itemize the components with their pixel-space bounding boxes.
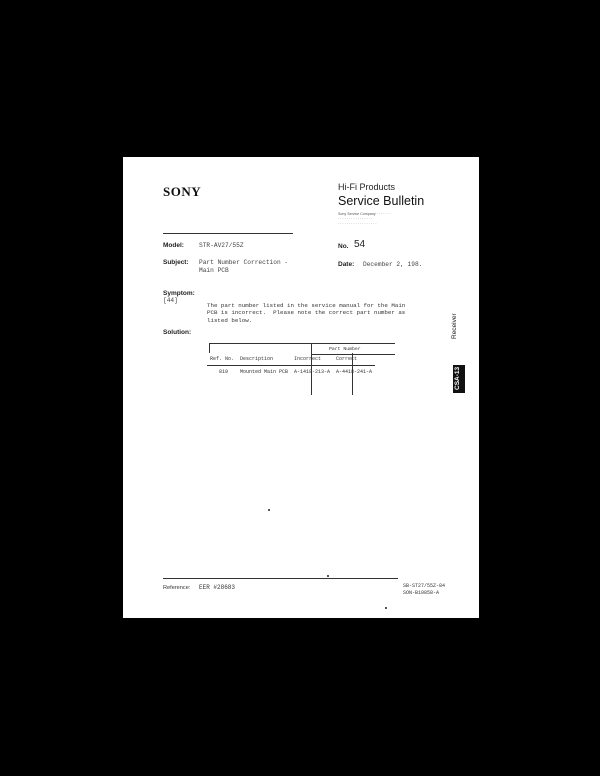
footer-code: SON-B10858-A bbox=[403, 590, 440, 596]
scan-speck bbox=[327, 575, 329, 577]
footer-divider-tail bbox=[381, 578, 393, 579]
address-line: · · · · · · · · · · · · · · · · · · bbox=[338, 222, 377, 226]
scan-speck bbox=[385, 607, 387, 609]
cell-description: Mounted Main PCB bbox=[240, 369, 289, 375]
table-row bbox=[207, 366, 375, 379]
ecn-number: EER #28683 bbox=[199, 584, 236, 591]
side-category-label: Receiver bbox=[451, 313, 458, 339]
subject-label: Subject: bbox=[163, 259, 189, 266]
address-line: · · · · · · · · · · · · · · · · bbox=[338, 217, 373, 221]
table-header-row bbox=[207, 353, 375, 366]
bulletin-no-value: 54 bbox=[354, 239, 366, 250]
footer-code: SB-ST27/55Z-84 bbox=[403, 583, 446, 589]
part-number-header: Part Number bbox=[329, 347, 361, 352]
bulletin-title: Service Bulletin bbox=[338, 194, 425, 208]
date-label: Date: bbox=[338, 261, 355, 268]
table-top-rule bbox=[209, 343, 395, 344]
symptom-code: [44] bbox=[163, 297, 178, 304]
solution-label: Solution: bbox=[163, 329, 192, 336]
cell-incorrect: A-1418-213-A bbox=[294, 369, 331, 375]
product-category: Hi-Fi Products bbox=[338, 182, 396, 192]
col-ref-no: Ref. No. bbox=[207, 353, 237, 366]
subject-line: Main PCB bbox=[199, 267, 229, 274]
col-description: Description bbox=[237, 353, 291, 366]
reference-label: Reference: bbox=[163, 585, 191, 591]
col-incorrect: Incorrect bbox=[291, 353, 333, 366]
symptom-label: Symptom: bbox=[163, 290, 195, 297]
cell-ref-no: 819 bbox=[219, 369, 229, 375]
date-value: December 2, 198. bbox=[363, 261, 423, 268]
symptom-text: The part number listed in the service manual for the Main PCB is incorrect. Please note the correct part number as listed below. bbox=[207, 302, 406, 324]
model-label: Model: bbox=[163, 242, 184, 249]
parts-table bbox=[207, 353, 375, 378]
bulletin-page bbox=[123, 157, 479, 618]
side-tab bbox=[453, 365, 465, 393]
col-correct: Correct bbox=[333, 353, 375, 366]
header-divider bbox=[163, 233, 293, 234]
bulletin-no-label: No. bbox=[338, 243, 349, 250]
address-line: Sony Service Company · · · · · · · bbox=[338, 212, 391, 216]
scan-speck bbox=[268, 509, 270, 511]
footer-divider bbox=[163, 578, 398, 579]
side-tab-label: CSA-13 bbox=[454, 366, 461, 390]
sony-logo: SONY bbox=[163, 184, 202, 199]
cell-correct: A-4418-241-A bbox=[336, 369, 373, 375]
table-left-rule bbox=[209, 343, 210, 353]
subject-line: Part Number Correction - bbox=[199, 259, 289, 266]
model-value: STR-AV27/55Z bbox=[199, 242, 244, 249]
